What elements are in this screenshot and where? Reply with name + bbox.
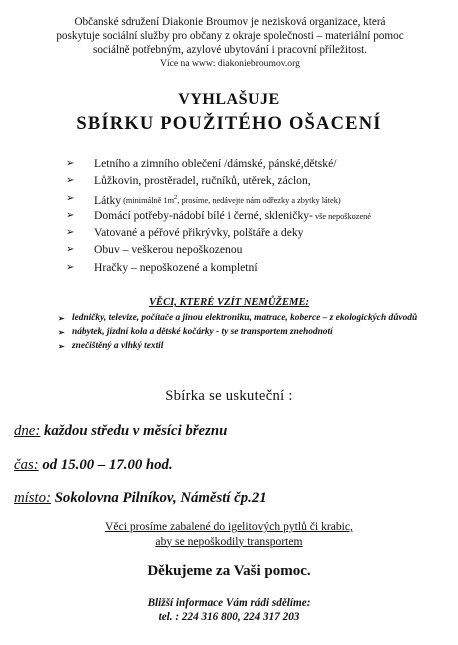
heading-announces: VYHLAŠUJE [178, 91, 280, 108]
arrow-bullet-icon: ➢ [66, 158, 75, 169]
list-item: ➢ Látky (minimálně $1m^2$, prosíme, nedávejte nám odřezky a zbytky látek) [66, 190, 456, 207]
not-accepted-title: VĚCI, KTERÉ VZÍT NEMŮŽEME: [148, 297, 310, 308]
list-item: ➢ Vatované a péřové přikrývky, polštáře a deky [66, 226, 304, 240]
intro-paragraph [40, 15, 420, 71]
list-item: ➢ Hračky – nepoškozené a kompletní [66, 260, 258, 274]
collection-title: Sbírka se uskuteční : [165, 388, 293, 404]
packing-line: Věci prosíme zabalené do igelitových pytlů či krabic, [105, 520, 353, 533]
packing-line: aby se nepoškodily transportem [155, 534, 303, 548]
intro-line: poskytuje sociální služby pro občany z okraje společnosti – materiální pomoc [56, 30, 404, 42]
time-label: čas: [14, 457, 39, 473]
intro-line: sociálně potřebným, azylové ubytování i pracovní příležitost. [92, 44, 368, 56]
arrow-bullet-icon: ➢ [66, 227, 75, 239]
contact-phone: tel. : 224 316 800, 224 317 203 [158, 611, 300, 623]
arrow-bullet-icon: ➢ [58, 314, 65, 323]
collection-day [14, 423, 227, 440]
place-value: Sokolovna Pilníkov, Náměstí čp.21 [51, 490, 267, 506]
thanks-text: Děkujeme za Vaši pomoc. [147, 563, 311, 579]
list-item: ➢ Domácí potřeby-nádobí bílé i černé, skleničky- vše nepoškozené [66, 208, 371, 222]
arrow-bullet-icon: ➢ [58, 342, 65, 351]
arrow-bullet-icon: ➢ [58, 328, 65, 337]
collection-time [14, 457, 173, 474]
list-item: ➢ Lůžkovin, prostěradel, ručníků, utěrek, záclon, [66, 174, 311, 188]
packing-note [0, 520, 458, 549]
day-value: každou středu v měsíci březnu [40, 423, 228, 439]
intro-line: Občanské sdružení Diakonie Broumov je nezisková organizace, která [74, 16, 386, 28]
arrow-bullet-icon: ➢ [66, 209, 75, 221]
collection-place [14, 490, 267, 507]
heading-collection: SBÍRKU POUŽITÉHO OŠACENÍ [76, 114, 382, 134]
arrow-bullet-icon: ➢ [66, 175, 75, 187]
contact-info [0, 596, 458, 624]
arrow-bullet-icon: ➢ [66, 244, 75, 256]
list-item: ➢ ledničky, televize, počítače a jinou elektroniku, matrace, koberce – z ekologických důvodů [58, 313, 418, 323]
place-label: místo: [14, 490, 51, 506]
list-item: ➢ nábytek, jízdní kola a dětské kočárky - ty se transportem znehodnotí [58, 327, 333, 337]
list-item: ➢ znečištěný a vlhký textil [58, 341, 164, 351]
list-item: ➢ Letního a zimního oblečení /dámské, pánské,dětské/ [66, 157, 337, 170]
list-item: ➢ Obuv – veškerou nepoškozenou [66, 243, 243, 257]
time-value: od 15.00 – 17.00 hod. [38, 457, 173, 473]
contact-line: Bližší informace Vám rádi sdělíme: [147, 597, 311, 609]
intro-website: Více na www: diakoniebroumov.org [160, 58, 300, 69]
not-accepted-list [58, 313, 428, 355]
day-label: dne: [14, 423, 41, 439]
arrow-bullet-icon: ➢ [66, 192, 75, 204]
accepted-items-list [66, 155, 456, 276]
arrow-bullet-icon: ➢ [66, 261, 75, 273]
